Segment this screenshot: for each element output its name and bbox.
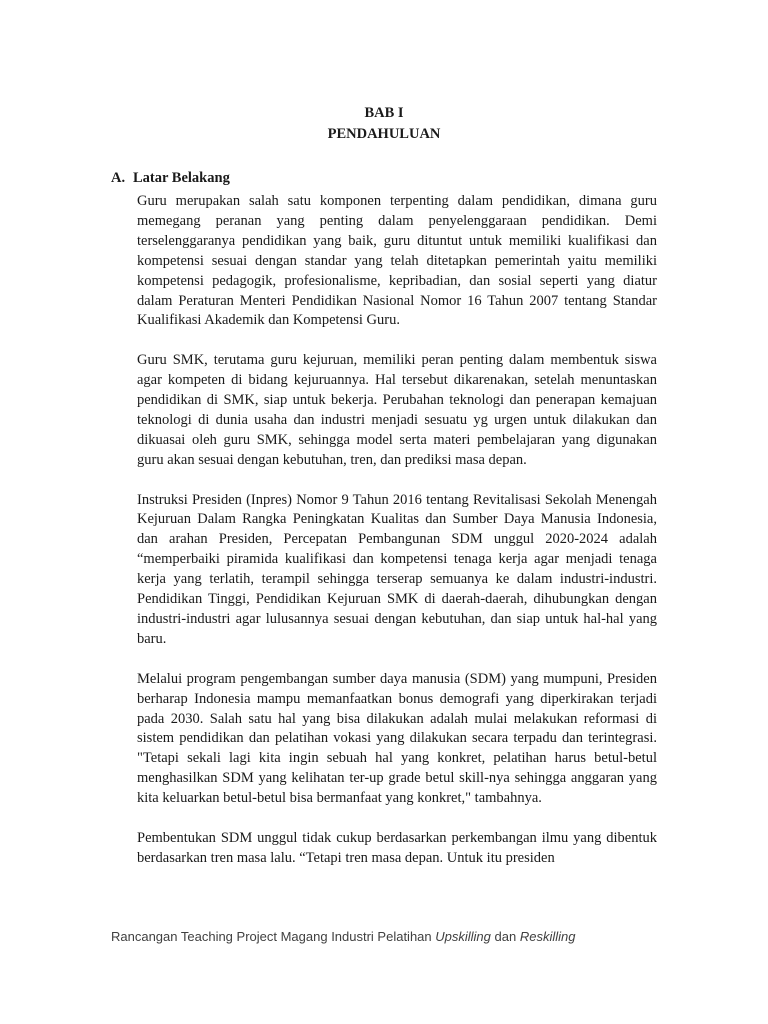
paragraph-3: Instruksi Presiden (Inpres) Nomor 9 Tahun 2016 tentang Revitalisasi Sekolah Menengah Kejuruan Dalam Rangka Peningkatan Kualitas dan Sumber Daya Manusia Indonesia, dan arahan Presiden, Percepatan Pembangunan SDM unggul 2020-2024 adalah “memperbaiki piramida kualifikasi dan kompetensi tenaga kerja agar menjadi tenaga kerja yang terlatih, terampil sehingga terserap semuanya ke dalam industri-industri. Pendidikan Tinggi, Pendidikan Kejuruan SMK di daerah-daerah, dihubungkan dengan industri-industri agar lulusannya sesuai dengan kebutuhan, dan siap untuk hal-hal yang baru.	[137, 491, 657, 647]
page-footer	[111, 928, 575, 946]
section-number: A.	[111, 170, 126, 186]
chapter-heading	[0, 103, 768, 145]
footer-middle: dan	[490, 929, 520, 944]
paragraph-4: Melalui program pengembangan sumber daya manusia (SDM) yang mumpuni, Presiden berharap Indonesia mampu memanfaatkan bonus demografi yang diperkirakan terjadi pada 2030. Salah satu hal yang bisa dilakukan adalah mulai melakukan reformasi di sistem pendidikan dan pelatihan vokasi yang dilakukan secara terpadu dan terintegrasi. "Tetapi sekali lagi kita ingin sebuah hal yang konkret, pelatihan harus betul-betul menghasilkan SDM yang kelihatan ter-up grade betul skill-nya sehingga anggaran yang kita keluarkan betul-betul bisa bermanfaat yang konkret," tambahnya.	[137, 670, 657, 807]
paragraph-1: Guru merupakan salah satu komponen terpenting dalam pendidikan, dimana guru memegang peranan yang penting dalam penyelenggaraan pendidikan. Demi terselenggaranya pendidikan yang baik, guru dituntut untuk memiliki kualifikasi dan kompetensi sesuai dengan standar yang telah ditetapkan pemerintah yaitu memiliki kompetensi pedagogik, profesionalisme, kepribadian, dan sosial seperti yang diatur dalam Peraturan Menteri Pendidikan Nasional Nomor 16 Tahun 2007 tentang Standar Kualifikasi Akademik dan Kompetensi Guru.	[137, 193, 657, 329]
footer-prefix: Rancangan Teaching Project Magang Industri Pelatihan	[111, 929, 436, 944]
section-title: Latar Belakang	[133, 170, 230, 186]
body-text	[137, 192, 657, 889]
chapter-label: BAB I	[364, 105, 404, 121]
footer-reskilling: Reskilling	[519, 929, 576, 944]
footer-upskilling: Upskilling	[435, 929, 491, 944]
paragraph-5: Pembentukan SDM unggul tidak cukup berdasarkan perkembangan ilmu yang dibentuk berdasarkan tren masa lalu. “Tetapi tren masa depan. Untuk itu presiden	[137, 829, 657, 866]
chapter-title: PENDAHULUAN	[327, 126, 441, 142]
paragraph-2: Guru SMK, terutama guru kejuruan, memiliki peran penting dalam membentuk siswa agar kompeten di bidang kejuruannya. Hal tersebut dikarenakan, setelah menuntaskan pendidikan di SMK, siap untuk bekerja. Perubahan teknologi dan penerapan kemajuan teknologi di dunia usaha dan industri menjadi sesuatu yg urgen untuk dilakukan dan dikuasai oleh guru SMK, sehingga model serta materi pembelajaran yang digunakan guru akan sesuai dengan kebutuhan, tren, dan prediksi masa depan.	[137, 352, 657, 468]
section-heading	[111, 168, 230, 189]
